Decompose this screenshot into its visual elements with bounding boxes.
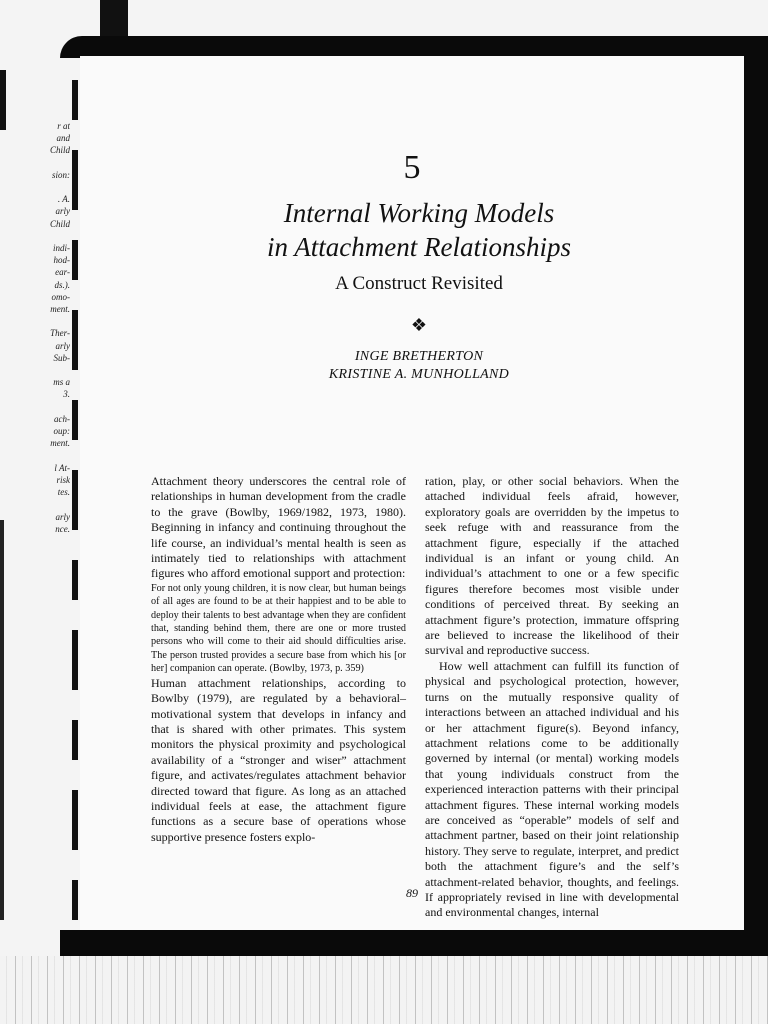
previous-page-fragment: nce. xyxy=(55,523,70,534)
block-quote: For not only young children, it is now clear, but human beings of all ages are found to be at their happiest and to be able to deploy their talents to best advantage when they are confident that, standing behind them, there are one or more trusted persons who will come to their aid should difficulties arise. The person trusted provides a secure base from which his [or her] companion can operate. (Bowlby, 1973, p. 359) xyxy=(151,582,406,675)
previous-page-fragment xyxy=(0,498,70,510)
scan-artifact xyxy=(100,0,128,40)
previous-page-fragment: Child xyxy=(49,218,70,229)
previous-page-fragment: indi- xyxy=(53,243,70,254)
scan-artifact xyxy=(0,520,4,920)
chapter-number: 5 xyxy=(403,149,421,186)
book-page xyxy=(80,56,744,930)
right-column xyxy=(425,474,679,921)
ornament-icon: ❖ xyxy=(410,315,428,335)
previous-page-fragment: arly xyxy=(55,340,70,351)
previous-page-fragment: r at xyxy=(57,121,70,131)
body-paragraph: How well attachment can fulfill its function of physical and psychological protection, however, turns on the mutually responsive quality of interactions between an attached individual and his or her attachment figure(s). Beyond infancy, attachment relations come to be additionally governed by internal (or mental) working models that young individuals construct from the experienced interaction patterns with their principal attachment figures. These internal working models are conceived as “operable” models of self and attachment partner, based on their joint relationship history. They serve to regulate, interpret, and predict both the attachment figure’s and the self’s attachment-related behavior, thoughts, and feelings. If appropriately revised in line with developmental and environmental changes, internal xyxy=(425,658,679,920)
previous-page-fragment: tes. xyxy=(57,487,70,498)
previous-page-edge-text xyxy=(0,120,70,540)
previous-page-fragment xyxy=(0,157,70,169)
scan-bottom-noise xyxy=(0,956,768,1024)
previous-page-fragment: ach- xyxy=(54,413,70,424)
previous-page-fragment: arly xyxy=(55,511,70,522)
body-paragraph: Attachment theory underscores the central role of relationships in human development from the cradle to the grave (Bowlby, 1969/1982, 1973, 1980). Beginning in infancy and continuing throughout the life course, an individual’s mental health is seen as intimately tied to relationships with attachment figures who afford emotional support and protection: xyxy=(151,474,406,581)
previous-page-fragment: oup: xyxy=(53,426,70,437)
chapter-title-line-1: Internal Working Models xyxy=(283,198,555,228)
author-name: KRISTINE A. MUNHOLLAND xyxy=(328,367,510,382)
previous-page-fragment xyxy=(0,230,70,242)
scan-right-shadow xyxy=(744,50,768,950)
body-paragraph: Human attachment relationships, according to Bowlby (1979), are regulated by a behavioral–motivational system that develops in infancy and that is shared with other primates. This system monitors the physical proximity and psychological availability of a “stronger and wiser” attachment figure, and activates/regulates attachment behavior directed toward that figure. As long as an attached individual feels at ease, the attachment figure functions as a secure base of operations whose supportive presence fosters explo- xyxy=(151,675,406,844)
scan-bottom-shadow xyxy=(60,930,768,956)
book-gutter xyxy=(72,80,78,940)
previous-page-fragment: risk xyxy=(56,474,70,485)
previous-page-fragment: hod- xyxy=(53,255,70,266)
previous-page-fragment xyxy=(0,449,70,461)
previous-page-fragment: sion: xyxy=(52,169,70,180)
previous-page-fragment xyxy=(0,364,70,376)
chapter-title xyxy=(80,196,758,264)
previous-page-fragment: Child xyxy=(49,145,70,156)
previous-page-fragment: . A. xyxy=(57,194,70,205)
previous-page-fragment: ms a xyxy=(53,377,70,388)
previous-page-fragment: omo- xyxy=(51,291,70,302)
previous-page-fragment: ds.). xyxy=(54,279,70,290)
previous-page-fragment: ment. xyxy=(50,304,70,315)
previous-page-fragment: l At- xyxy=(54,462,70,473)
body-paragraph: ration, play, or other social behaviors. When the attached individual feels afraid, however, exploratory goals are overridden by the impetus to seek refuge with and reassurance from the attachment figure, especially if the attached individual is an infant or young child. An individual’s attachment to one or a few specific figures therefore becomes most visible under conditions of perceived threat. By seeking an attachment figure’s protection, immature offspring are believed to increase the likelihood of their survival and reproductive success. xyxy=(425,474,679,658)
previous-page-fragment: Sub- xyxy=(53,352,70,363)
previous-page-fragment xyxy=(0,181,70,193)
scan-top-shadow xyxy=(60,36,768,58)
previous-page-fragment: and xyxy=(56,133,70,144)
previous-page-fragment: ment. xyxy=(50,438,70,449)
previous-page-fragment: 3. xyxy=(63,389,70,400)
chapter-subtitle: A Construct Revisited xyxy=(335,273,503,294)
previous-page-fragment: Ther- xyxy=(50,328,70,339)
previous-page-fragment: ear- xyxy=(55,267,70,278)
previous-page-fragment: arly xyxy=(55,206,70,217)
author-list xyxy=(80,348,758,384)
author-name: INGE BRETHERTON xyxy=(354,349,484,364)
chapter-title-line-2: in Attachment Relationships xyxy=(267,232,571,262)
previous-page-fragment xyxy=(0,315,70,327)
left-column xyxy=(151,474,406,845)
page-number: 89 xyxy=(406,886,418,900)
previous-page-fragment xyxy=(0,401,70,413)
